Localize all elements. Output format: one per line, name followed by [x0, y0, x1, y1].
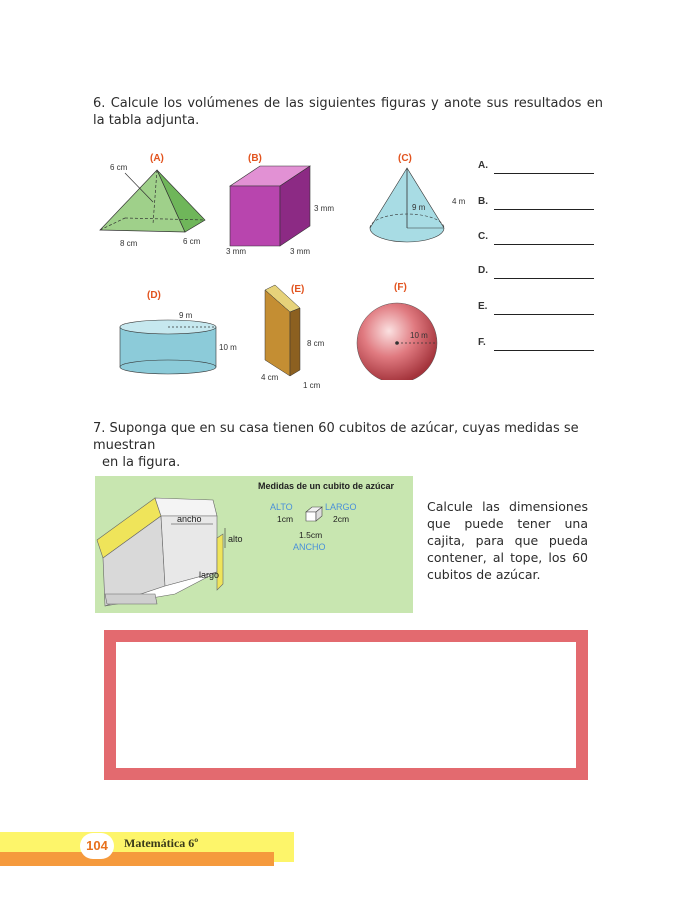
- cube-value-alto: 1cm: [277, 514, 294, 524]
- question-7-line-1: 7. Suponga que en su casa tienen 60 cubitos de azúcar, cuyas medidas se muestran: [93, 421, 579, 453]
- figure-e-dim-depth: 1 cm: [303, 381, 321, 390]
- figure-b-dim-depth: 3 mm: [290, 247, 310, 256]
- question-7-text: [93, 420, 603, 471]
- figure-a-tag: (A): [150, 153, 164, 164]
- sphere-figure: [350, 280, 450, 380]
- sugar-box-illustration: [95, 476, 413, 613]
- figure-e-dim-height: 8 cm: [307, 339, 325, 348]
- cylinder-figure: [115, 283, 245, 378]
- figure-c-dim-radius: 4 m: [452, 197, 466, 206]
- answer-label-e: E.: [478, 301, 488, 312]
- answer-box[interactable]: [104, 630, 588, 780]
- answer-label-c: C.: [478, 231, 488, 242]
- box-label-largo: largo: [199, 570, 220, 580]
- page-number: 104: [80, 833, 114, 859]
- sugar-figure-title: Medidas de un cubito de azúcar: [258, 481, 395, 491]
- figure-a-dim-depth: 6 cm: [183, 237, 201, 246]
- book-title: Matemática 6º: [124, 836, 199, 850]
- answer-row-f[interactable]: [478, 337, 598, 351]
- figure-e-dim-width: 4 cm: [261, 373, 279, 382]
- figure-f-dim-radius: 10 m: [410, 331, 428, 340]
- figure-c-tag: (C): [398, 153, 412, 164]
- cube-figure: [222, 148, 342, 258]
- figure-e-tag: (E): [291, 284, 305, 295]
- pyramid-figure: [95, 148, 215, 253]
- prism-figure: [255, 280, 340, 392]
- figure-c-dim-height: 9 m: [412, 203, 426, 212]
- figure-b-dim-width: 3 mm: [226, 247, 246, 256]
- cone-figure: [360, 148, 470, 258]
- box-label-ancho: ancho: [177, 514, 202, 524]
- answer-label-b: B.: [478, 196, 488, 207]
- question-7-line-2: en la figura.: [102, 455, 181, 470]
- footer-orange-band: [0, 852, 274, 866]
- sugar-figure: [95, 476, 413, 613]
- figure-d-dim-radius: 9 m: [179, 311, 193, 320]
- figure-a-dim-slant: 6 cm: [110, 163, 128, 172]
- cube-label-ancho: ANCHO: [293, 542, 326, 552]
- figure-b-tag: (B): [248, 153, 262, 164]
- figure-b-dim-height: 3 mm: [314, 204, 334, 213]
- figure-d-tag: (D): [147, 290, 161, 301]
- answer-row-b[interactable]: [478, 196, 598, 210]
- answer-row-c[interactable]: [478, 231, 598, 245]
- cube-label-alto: ALTO: [270, 502, 293, 512]
- figure-a-dim-base: 8 cm: [120, 239, 138, 248]
- question-6-text: 6. Calcule los volúmenes de las siguientes figuras y anote sus resultados en la tabla adjunta.: [93, 96, 603, 128]
- sugar-instruction: Calcule las dimensiones que puede tener una cajita, para que pueda contener, al tope, los 60 cubitos de azúcar.: [427, 499, 588, 582]
- answer-row-d[interactable]: [478, 265, 598, 279]
- answer-row-e[interactable]: [478, 301, 598, 315]
- cube-value-ancho: 1.5cm: [299, 530, 323, 540]
- box-label-alto: alto: [228, 534, 243, 544]
- cube-label-largo: LARGO: [325, 502, 357, 512]
- figure-f-tag: (F): [394, 282, 407, 293]
- answer-label-a: A.: [478, 160, 488, 171]
- answer-label-d: D.: [478, 265, 488, 276]
- answer-label-f: F.: [478, 337, 486, 348]
- answer-row-a[interactable]: [478, 160, 598, 174]
- cube-value-largo: 2cm: [333, 514, 350, 524]
- figure-d-dim-height: 10 m: [219, 343, 237, 352]
